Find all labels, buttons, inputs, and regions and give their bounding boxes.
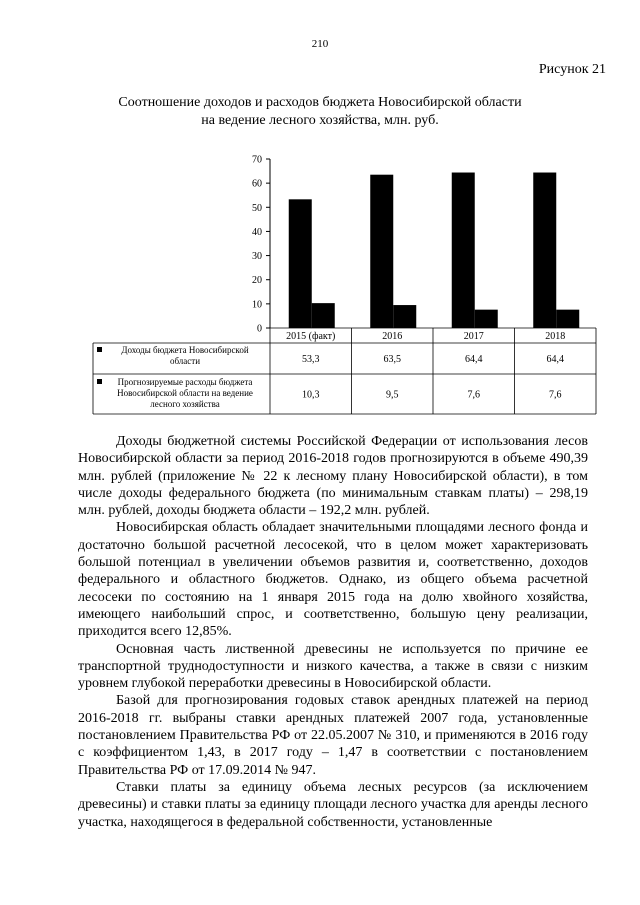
data-value-label: 64,4: [465, 354, 483, 365]
data-value-label: 53,3: [302, 354, 320, 365]
page-number: 210: [311, 38, 329, 50]
legend-label: лесного хозяйства: [150, 399, 220, 409]
data-value-label: 63,5: [383, 354, 401, 365]
x-category-label: 2018: [545, 331, 566, 342]
legend-swatch: [97, 379, 102, 384]
y-tick-label: 30: [252, 251, 262, 263]
data-value-label: 7,6: [549, 389, 562, 401]
bar-series-1: [533, 173, 556, 328]
legend-label: области: [169, 356, 201, 366]
bar-chart: [0, 0, 640, 430]
data-value-label: 9,5: [386, 389, 399, 401]
x-category-label: 2017: [463, 331, 484, 342]
bar-series-2: [475, 310, 498, 328]
legend-label: Доходы бюджета Новосибирской: [121, 345, 249, 355]
paragraph: Базой для прогнозирования годовых ставок арендных платежей на период 2016-2018 гг. выбраны ставки арендных платежей 2007 года, установленные постановлением Правительства РФ от 22.05.2007 № 310, и применяются в 2016 году с коэффициентом 1,43, в 2017 году – 1,47 в соответствии с постановлением Правительства РФ от 17.09.2014 № 947.: [78, 693, 588, 778]
y-tick-label: 10: [252, 299, 262, 311]
figure-label: Рисунок 21: [538, 62, 606, 77]
y-tick-label: 40: [252, 226, 262, 238]
bar-series-1: [452, 173, 475, 328]
legend-label: Новосибирской области на ведение: [117, 388, 253, 398]
bar-series-2: [393, 305, 416, 328]
y-tick-label: 70: [252, 154, 262, 166]
bar-series-2: [556, 310, 579, 328]
data-value-label: 10,3: [302, 389, 320, 401]
y-tick-label: 0: [257, 323, 262, 335]
y-tick-label: 20: [252, 275, 262, 287]
chart-title-line-1: Соотношение доходов и расходов бюджета Новосибирской области: [118, 95, 522, 110]
chart-title-line-2: на ведение лесного хозяйства, млн. руб.: [201, 113, 439, 128]
bar-series-1: [370, 175, 393, 328]
paragraph: Ставки платы за единицу объема лесных ресурсов (за исключением древесины) и ставки платы за единицу площади лесного участка для аренды лесного участка, находящегося в федеральной собственности, установленные: [78, 779, 588, 830]
x-category-label: 2015 (факт): [286, 331, 336, 342]
legend-swatch: [97, 347, 102, 352]
y-tick-label: 50: [252, 202, 262, 214]
x-category-label: 2016: [382, 331, 403, 342]
paragraph: Основная часть лиственной древесины не используется по причине ее транспортной труднодоступности и низкого качества, а также в связи с низким уровнем глубокой переработки древесины в Новосибирской области.: [78, 641, 588, 692]
paragraph: Доходы бюджетной системы Российской Федерации от использования лесов Новосибирской области за период 2016-2018 годов прогнозируются в объеме 490,39 млн. рублей (приложение № 22 к лесному плану Новосибирской области), в том числе доходы федерального бюджета (по минимальным ставкам платы) – 298,19 млн. рублей, доходы бюджета области – 192,2 млн. рублей.: [78, 434, 588, 519]
paragraph: Новосибирская область обладает значительными площадями лесного фонда и достаточно большой расчетной лесосекой, что в целом может характеризовать большой потенциал в увеличении объемов развития и, соответственно, доходов федерального и областного бюджетов. Однако, из общего объема расчетной лесосеки по состоянию на 1 января 2015 года на долю хвойного хозяйства, имеющего наибольший спрос, и соответственно, большую цену реализации, приходится всего 12,85%.: [78, 520, 588, 640]
y-tick-label: 60: [252, 178, 262, 190]
legend-label: Прогнозируемые расходы бюджета: [117, 377, 253, 387]
data-value-label: 64,4: [546, 354, 564, 365]
bar-series-1: [289, 199, 312, 328]
body-text: [78, 433, 588, 831]
data-value-label: 7,6: [467, 389, 480, 401]
bar-series-2: [312, 303, 335, 328]
